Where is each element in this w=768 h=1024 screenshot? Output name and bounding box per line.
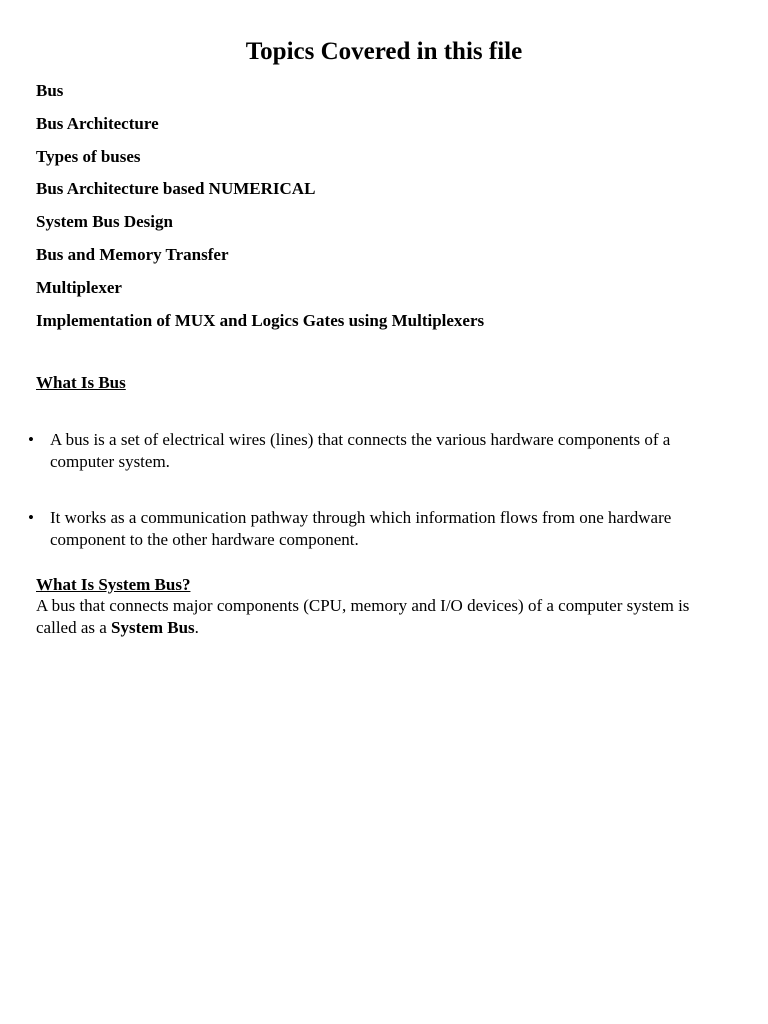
topic-item: Types of buses bbox=[36, 146, 141, 166]
topic-item: Bus and Memory Transfer bbox=[36, 244, 229, 264]
page-title: Topics Covered in this file bbox=[245, 38, 523, 65]
system-bus-paragraph bbox=[36, 595, 726, 639]
paragraph-text: A bus that connects major components (CPU, memory and I/O devices) of a computer system is called as a bbox=[36, 596, 690, 637]
topic-item: System Bus Design bbox=[36, 212, 173, 232]
topic-item: Bus Architecture based NUMERICAL bbox=[36, 179, 316, 199]
section-heading-what-is-system-bus: What Is System Bus? bbox=[36, 575, 191, 594]
topic-item: Multiplexer bbox=[36, 277, 122, 297]
bullet-text: A bus is a set of electrical wires (lines) that connects the various hardware components of a computer system. bbox=[50, 430, 671, 471]
bullet-icon: • bbox=[28, 508, 34, 527]
topics-list bbox=[36, 80, 484, 342]
paragraph-suffix: . bbox=[194, 618, 199, 637]
topic-item: Implementation of MUX and Logics Gates using Multiplexers bbox=[36, 310, 485, 330]
topic-item: Bus bbox=[36, 81, 64, 100]
paragraph-bold-term: System Bus bbox=[111, 618, 195, 637]
bullet-text: It works as a communication pathway through which information flows from one hardware component to the other hardware component. bbox=[50, 508, 672, 549]
bullet-icon: • bbox=[28, 430, 34, 449]
topic-item: Bus Architecture bbox=[36, 113, 159, 133]
section-heading-what-is-bus: What Is Bus bbox=[36, 373, 126, 392]
